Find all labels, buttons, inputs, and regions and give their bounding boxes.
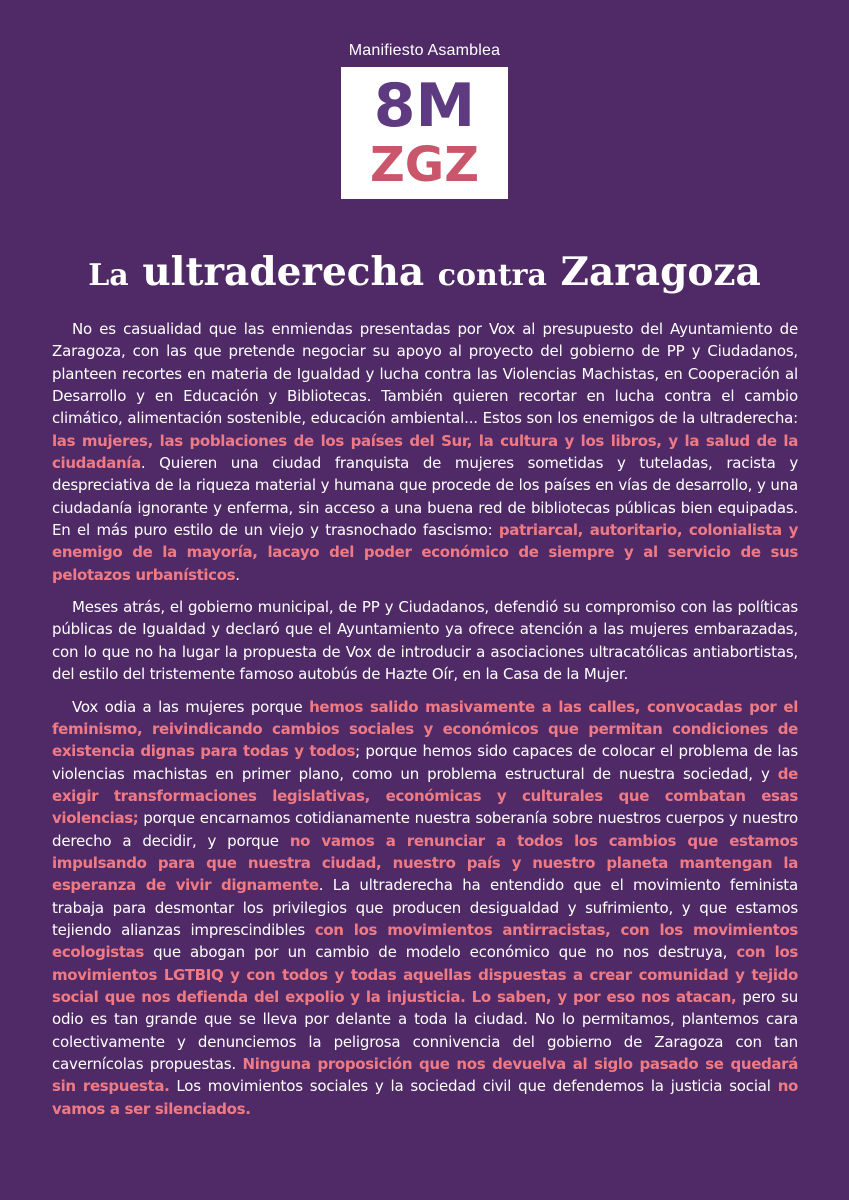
title-part-3: contra (437, 258, 547, 293)
text-run: que abogan por un cambio de modelo económico que no nos destruya, (144, 943, 737, 962)
manifesto-body (52, 318, 798, 1130)
text-run: . La ultraderecha ha entendido que el movimiento feminista trabaja para desmontar los privilegios que producen desigualdad y sufrimiento, y que estamos tejiendo alianzas imprescindibles (52, 876, 798, 939)
text-run: Los movimientos sociales y la sociedad civil que defendemos la justicia social (169, 1077, 778, 1096)
text-run: No es casualidad que las enmiendas presentadas por Vox al presupuesto del Ayuntamiento de Zaragoza, con las que pretende negociar su apoyo al proyecto del gobierno de PP y Ciudadanos, planteen recortes en materia de Igualdad y lucha contra las Violencias Machistas, en Cooperación al Desarrollo y en Educación y Bibliotecas. También quieren recortar en lucha contra el cambio climático, alimentación sostenible, educación ambiental... Estos son los enemigos de la ultraderecha: (52, 320, 798, 428)
text-run: . (235, 565, 240, 584)
text-run: ; porque hemos sido capaces de colocar el problema de las violencias machistas en primer plano, como un problema estructural de nuestra sociedad, y (52, 742, 798, 783)
title-part-4: Zaragoza (560, 249, 761, 295)
text-run: pero su odio es tan grande que se lleva por delante a toda la ciudad. No lo permitamos, plantemos cara colectivamente y denunciemos la peligrosa connivencia del gobierno de Zaragoza con tan cavernícolas propuestas. (52, 987, 799, 1073)
highlight-text: de exigir transformaciones legislativas, económicas y culturales que combatan esas violencias; (52, 764, 798, 828)
paragraph-3 (52, 696, 798, 1121)
highlight-text: Ninguna proposición que nos devuelva al siglo pasado se quedará sin respuesta. (52, 1055, 799, 1096)
text-run: . Quieren una ciudad franquista de mujeres sometidas y tuteladas, racista y despreciativa de la riqueza material y humana que procede de los países en vías de desarrollo, y una ciudadanía ignorante y enferma, sin acceso a una buena red de bibliotecas públicas bien equipadas. En el más puro estilo de un viejo y trasnochado fascismo: (52, 454, 798, 540)
text-run: Meses atrás, el gobierno municipal, de PP y Ciudadanos, defendió su compromiso con las políticas públicas de Igualdad y declaró que el Ayuntamiento ya ofrece atención a las mujeres embarazadas, con lo que no ha lugar la propuesta de Vox de introducir a asociaciones ultracatólicas antiabortistas, del estilo del tristemente famoso autobús de Hazte Oír, en la Casa de la Mujer. (52, 598, 798, 684)
title-part-1: La (88, 258, 129, 293)
paragraph-1 (52, 318, 798, 586)
page-title (0, 244, 849, 304)
highlight-text: con los movimientos antirracistas, con los movimientos ecologistas (52, 920, 799, 962)
header-label: Manifiesto Asamblea (348, 42, 501, 59)
logo-line-8m: 8M (373, 71, 476, 141)
highlight-text: no vamos a ser silenciados. (52, 1077, 798, 1118)
highlight-text: no vamos a renunciar a todos los cambios que estamos impulsando para que nuestra ciudad, nuestro país y nuestro planeta mantengan la esperanza de vivir dignamente (52, 831, 798, 895)
highlight-text: con los movimientos LGTBIQ y con todos y todas aquellas dispuestas a crear comunidad y tejido social que nos defienda del expolio y la injusticia. Lo saben, y por eso nos atacan, (52, 943, 798, 1006)
highlight-text: las mujeres, las poblaciones de los países del Sur, la cultura y los libros, y la salud de la ciudadanía (52, 431, 798, 473)
title-part-2: ultraderecha (142, 249, 425, 295)
text-run: porque encarnamos cotidianamente nuestra soberanía sobre nuestros cuerpos y nuestro derecho a decidir, y porque (52, 809, 798, 850)
logo (341, 67, 508, 199)
text-run: Vox odia a las mujeres porque (72, 697, 310, 716)
paragraph-2 (52, 596, 798, 685)
logo-line-zgz: ZGZ (369, 137, 479, 193)
highlight-text: hemos salido masivamente a las calles, convocadas por el feminismo, reivindicando cambios sociales y económicos que permitan condiciones de existencia dignas para todas y todos (52, 697, 798, 761)
highlight-text: patriarcal, autoritario, colonialista y enemigo de la mayoría, lacayo del poder económico de siempre y al servicio de sus pelotazos urbanísticos (52, 521, 798, 584)
